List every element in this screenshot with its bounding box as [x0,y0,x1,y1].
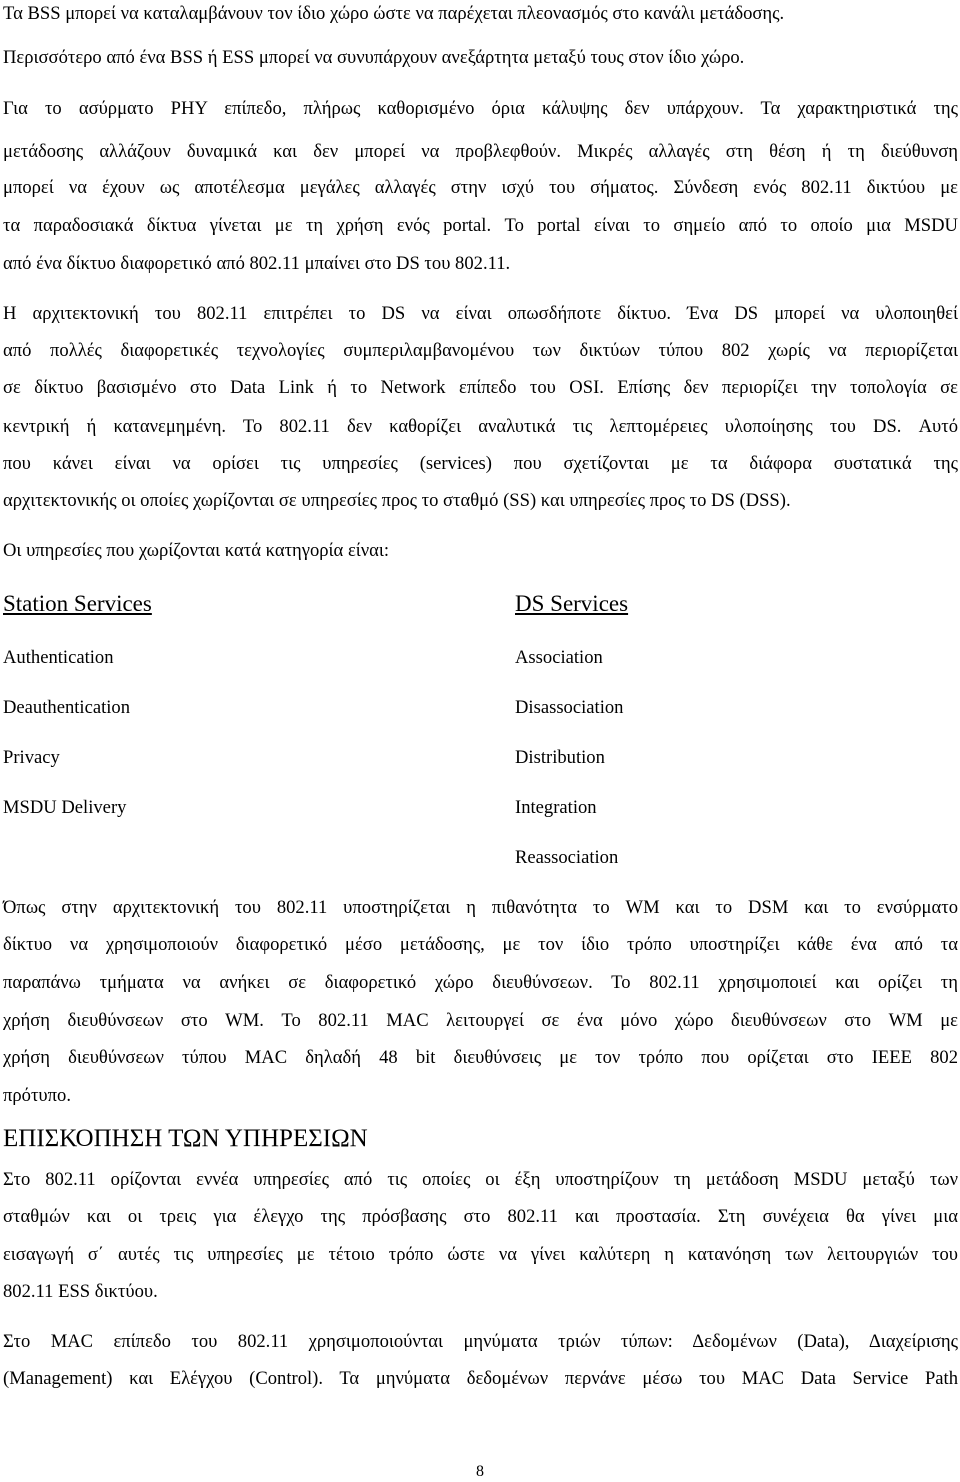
station-service-item: Authentication [3,647,114,668]
body-line: μετάδοσης αλλάζουν δυναμικά και δεν μπορεί να προβλεφθούν. Μικρές αλλαγές στη θέση ή τη διεύθυνση [3,141,958,162]
body-line: Τα BSS μπορεί να καταλαμβάνουν τον ίδιο χώρο ώστε να παρέχεται πλεονασμός στο κανάλι μετάδοσης. [3,3,785,24]
body-line: χρήση διευθύνσεων στο WM. Το 802.11 MAC λειτουργεί σε ένα μόνο χώρο διευθύνσεων στο WM με [3,1010,958,1031]
body-line: από ένα δίκτυο διαφορετικό από 802.11 μπαίνει στο DS του 802.11. [3,253,511,274]
body-line: πρότυπο. [3,1085,71,1106]
section-title: ΕΠΙΣΚΟΠΗΣΗ ΤΩΝ ΥΠΗΡΕΣΙΩΝ [3,1125,368,1152]
body-line: Όπως στην αρχιτεκτονική του 802.11 υποστηρίζεται η πιθανότητα το WM και το DSM και το ενσύρματο [3,897,958,918]
body-line: μπορεί να έχουν ως αποτέλεσμα μεγάλες αλλαγές στην ισχύ του σήματος. Σύνδεση ενός 802.11 δικτύου με [3,177,958,198]
station-service-item: MSDU Delivery [3,797,127,818]
body-line: παραπάνω τμήματα να ανήκει σε διαφορετικό χώρο διευθύνσεων. Το 802.11 χρησιμοποιεί και ορίζει τη [3,972,958,993]
page-number: 8 [476,1463,484,1480]
body-line: που κάνει είναι να ορίσει τις υπηρεσίες (services) που σχετίζονται με τα διάφορα συστατικά της [3,453,958,474]
body-line: Οι υπηρεσίες που χωρίζονται κατά κατηγορία είναι: [3,540,390,561]
ds-service-item: Association [515,647,603,668]
ds-service-item: Reassociation [515,847,619,868]
station-services-heading: Station Services [3,591,152,616]
body-line: χρήση διευθύνσεων τύπου MAC δηλαδή 48 bit διευθύνσεις με τον τρόπο που ορίζεται στο IEEE 802 [3,1047,958,1068]
body-line: αρχιτεκτονικής οι οποίες χωρίζονται σε υπηρεσίες προς το σταθμό (SS) και υπηρεσίες προς το DS (DSS). [3,490,791,511]
body-line: Στο 802.11 ορίζονται εννέα υπηρεσίες από τις οποίες οι έξη υποστηρίζουν τη μετάδοση MSDU μεταξύ των [3,1169,958,1190]
body-line: σταθμών και οι τρεις για έλεγχο της πρόσβασης στο 802.11 και προστασία. Στη συνέχεια θα γίνει μια [3,1206,958,1227]
body-line: δίκτυο να χρησιμοποιούν διαφορετικό μέσο μετάδοσης, με τον ίδιο τρόπο υποστηρίζει κάθε ένα από τα [3,934,958,955]
body-line: τα παραδοσιακά δίκτυα γίνεται με τη χρήση ενός portal. Το portal είναι το σημείο από το οποίο μια MSDU [3,215,958,236]
body-line: 802.11 ESS δικτύου. [3,1281,158,1302]
ds-service-item: Disassociation [515,697,624,718]
body-line: σε δίκτυο βασισμένο στο Data Link ή το Network επίπεδο του OSI. Επίσης δεν περιορίζει την τοπολογία σε [3,377,958,398]
body-line: εισαγωγή σ΄ αυτές τις υπηρεσίες με τέτοιο τρόπο ώστε να γίνει καλύτερη η κατανόηση των λειτουργιών του [3,1244,958,1265]
ds-services-heading: DS Services [515,591,629,616]
station-service-item: Deauthentication [3,697,131,718]
body-line: Η αρχιτεκτονική του 802.11 επιτρέπει το DS να είναι οπωσδήποτε δίκτυο. Ένα DS μπορεί να υλοποιηθεί [3,303,958,324]
body-line: Για το ασύρματο PHY επίπεδο, πλήρως καθορισμένο όρια κάλυψης δεν υπάρχουν. Τα χαρακτηριστικά της [3,98,958,119]
body-line: Περισσότερο από ένα BSS ή ESS μπορεί να συνυπάρχουν ανεξάρτητα μεταξύ τους στον ίδιο χώρο. [3,47,745,68]
station-service-item: Privacy [3,747,60,768]
body-line: Στο MAC επίπεδο του 802.11 χρησιμοποιούνται μηνύματα τριών τύπων: Δεδομένων (Data), Διαχείρισης [3,1331,958,1352]
body-line: (Management) και Ελέγχου (Control). Τα μηνύματα δεδομένων περνάνε μέσω του MAC Data Service Path [3,1368,958,1389]
ds-service-item: Integration [515,797,597,818]
body-line: από πολλές διαφορετικές τεχνολογίες συμπεριλαμβανομένου των δικτύων τύπου 802 χωρίς να περιορίζεται [3,340,958,361]
body-line: κεντρική ή κατανεμημένη. Το 802.11 δεν καθορίζει αναλυτικά τις λεπτομέρειες υλοποίησης του DS. Αυτό [3,416,958,437]
ds-service-item: Distribution [515,747,605,768]
